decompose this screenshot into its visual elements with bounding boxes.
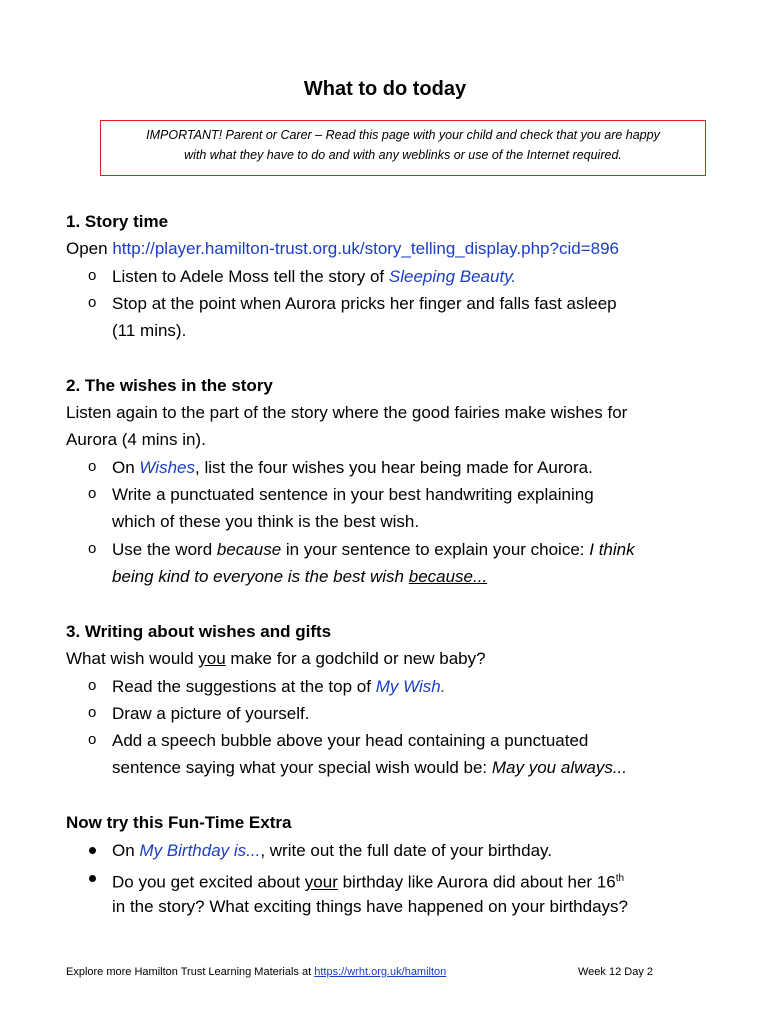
bullet-dot-icon [89,847,96,854]
s2-bullet-2-line-2: which of these you think is the best wish. [112,512,420,531]
bullet-icon: o [88,458,97,475]
section-2-heading: 2. The wishes in the story [66,376,273,395]
page-title: What to do today [303,78,467,100]
footer-left: Explore more Hamilton Trust Learning Materials at https://wrht.org.uk/hamilton [66,966,447,978]
story-link-line [66,235,619,262]
s2-bullet-1: On Wishes, list the four wishes you hear being made for Aurora. [112,458,593,477]
extra-heading: Now try this Fun-Time Extra [66,813,292,832]
wishes-ref: Wishes [139,458,195,477]
bullet-icon: o [88,267,97,284]
section-1-heading: 1. Story time [66,212,169,231]
extra-bullet-2-line-1: Do you get excited about your birthday like Aurora did about her 16th [112,872,625,892]
extra-bullet-2-line-2: in the story? What exciting things have happened on your birthdays? [112,897,628,916]
s3-bullet-2: Draw a picture of yourself. [112,704,310,723]
s2-bullet-2-line-1: Write a punctuated sentence in your best handwriting explaining [112,485,594,504]
my-wish-ref: My Wish. [375,677,446,696]
s2-paragraph-line-1: Listen again to the part of the story where the good fairies make wishes for [66,403,628,422]
s3-paragraph: What wish would you make for a godchild or new baby? [66,649,486,668]
footer-link[interactable]: https://wrht.org.uk/hamilton [314,966,447,978]
story-link[interactable]: http://player.hamilton-trust.org.uk/story_telling_display.php?cid=896 [112,239,619,258]
extra-bullet-1: On My Birthday is..., write out the full date of your birthday. [112,841,553,860]
bullet-icon: o [88,294,97,311]
sleeping-beauty-ref: Sleeping Beauty. [388,267,517,286]
bullet-icon: o [88,485,97,502]
s2-bullet-3-line-1: Use the word because in your sentence to explain your choice: I think [112,540,635,559]
s1-bullet-2-line-1: Stop at the point when Aurora pricks her finger and falls fast asleep [112,294,617,313]
section-3-heading: 3. Writing about wishes and gifts [66,622,332,641]
s3-bullet-3-line-2: sentence saying what your special wish would be: May you always... [112,758,627,777]
open-label: Open [66,239,113,258]
bullet-icon: o [88,704,97,721]
notice-line-2: with what they have to do and with any weblinks or use of the Internet required. [184,148,622,162]
bullet-icon: o [88,540,97,557]
notice-line-1: IMPORTANT! Parent or Carer – Read this page with your child and check that you are happy [146,128,660,142]
footer-week: Week 12 Day 2 [578,966,654,978]
s1-bullet-1: Listen to Adele Moss tell the story of Sleeping Beauty. [112,267,517,286]
s2-bullet-3-line-2: being kind to everyone is the best wish because... [112,567,488,586]
s1-bullet-2-line-2: (11 mins). [112,321,187,340]
bullet-dot-icon [89,875,96,882]
important-notice [100,120,706,176]
bullet-icon: o [88,677,97,694]
s3-bullet-3-line-1: Add a speech bubble above your head containing a punctuated [112,731,589,750]
bullet-icon: o [88,731,97,748]
s3-bullet-1: Read the suggestions at the top of My Wish. [112,677,446,696]
s2-paragraph-line-2: Aurora (4 mins in). [66,430,206,449]
my-birthday-ref: My Birthday is... [139,841,261,860]
